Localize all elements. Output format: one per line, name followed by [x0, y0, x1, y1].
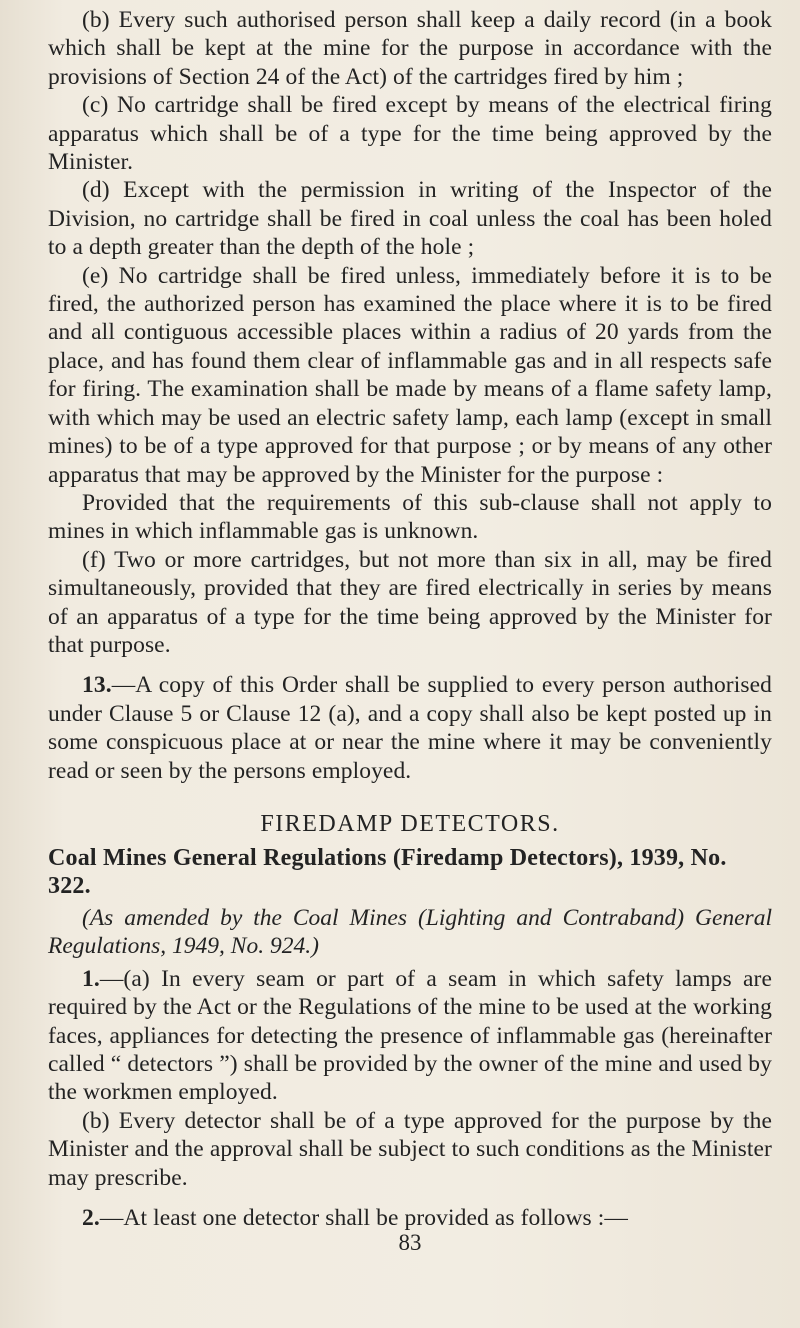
- clause-13: [48, 671, 772, 785]
- regulation-1-b: (b) Every detector shall be of a type approved for the purpose by the Minister and the approval shall be subject to such conditions as the Minister may prescribe.: [48, 1107, 772, 1191]
- clause-12-c: (c) No cartridge shall be fired except by means of the electrical firing apparatus which shall be of a type for the time being approved by the Minister.: [48, 92, 772, 176]
- clause-12-proviso: Provided that the requirements of this sub-clause shall not apply to mines in which inflammable gas is unknown.: [48, 489, 772, 545]
- clause-13-text: —A copy of this Order shall be supplied to every person authorised under Clause 5 or Clause 12 (a), and a copy shall also be kept posted up in some conspicuous place at or near the mine where it may be conveniently read or seen by the persons employed.: [48, 672, 772, 784]
- regulation-2: [48, 1204, 772, 1232]
- clause-12-e: (e) No cartridge shall be fired unless, immediately before it is to be fired, the authorized person has examined the place where it is to be fired and all contiguous accessible places within a radius of 20 yards from the place, and has found them clear of inflammable gas and in all respects safe for firing. The examination shall be made by means of a flame safety lamp, with which may be used an electric safety lamp, each lamp (except in small mines) to be of a type approved for that purpose ; or by means of any other apparatus that may be approved by the Minister for the purpose :: [48, 262, 772, 488]
- clause-13-number: 13.: [82, 672, 112, 699]
- section-heading: FIREDAMP DETECTORS.: [260, 810, 560, 837]
- regulation-1-number: 1.: [82, 965, 100, 992]
- clause-12-f: (f) Two or more cartridges, but not more than six in all, may be fired simultaneously, provided that they are fired electrically in series by means of an apparatus of a type for the time being approved by the Minister for that purpose.: [48, 546, 772, 658]
- regulation-1-a: [48, 965, 772, 1107]
- regulation-2-number: 2.: [82, 1205, 100, 1232]
- regulation-2-text: —At least one detector shall be provided as follows :—: [99, 1205, 628, 1232]
- amendment-note: (As amended by the Coal Mines (Lighting and Contraband) General Regulations, 1949, No. 924.): [48, 904, 772, 960]
- regulation-title: Coal Mines General Regulations (Firedamp Detectors), 1939, No. 322.: [48, 844, 727, 899]
- regulation-1-a-text: —(a) In every seam or part of a seam in which safety lamps are required by the Act or the Regulations of the mine to be used at the working faces, appliances for detecting the presence of inflammable gas (hereinafter called “ detectors ”) shall be provided by the owner of the mine and used by the workmen employed.: [48, 965, 772, 1106]
- page-number: 83: [398, 1230, 422, 1256]
- clause-12-d: (d) Except with the permission in writing of the Inspector of the Division, no cartridge shall be fired in coal unless the coal has been holed to a depth greater than the depth of the hole ;: [48, 177, 772, 261]
- clause-12-b: (b) Every such authorised person shall keep a daily record (in a book which shall be kept at the mine for the purpose in accordance with the provisions of Section 24 of the Act) of the cartridges fired by him ;: [48, 7, 772, 90]
